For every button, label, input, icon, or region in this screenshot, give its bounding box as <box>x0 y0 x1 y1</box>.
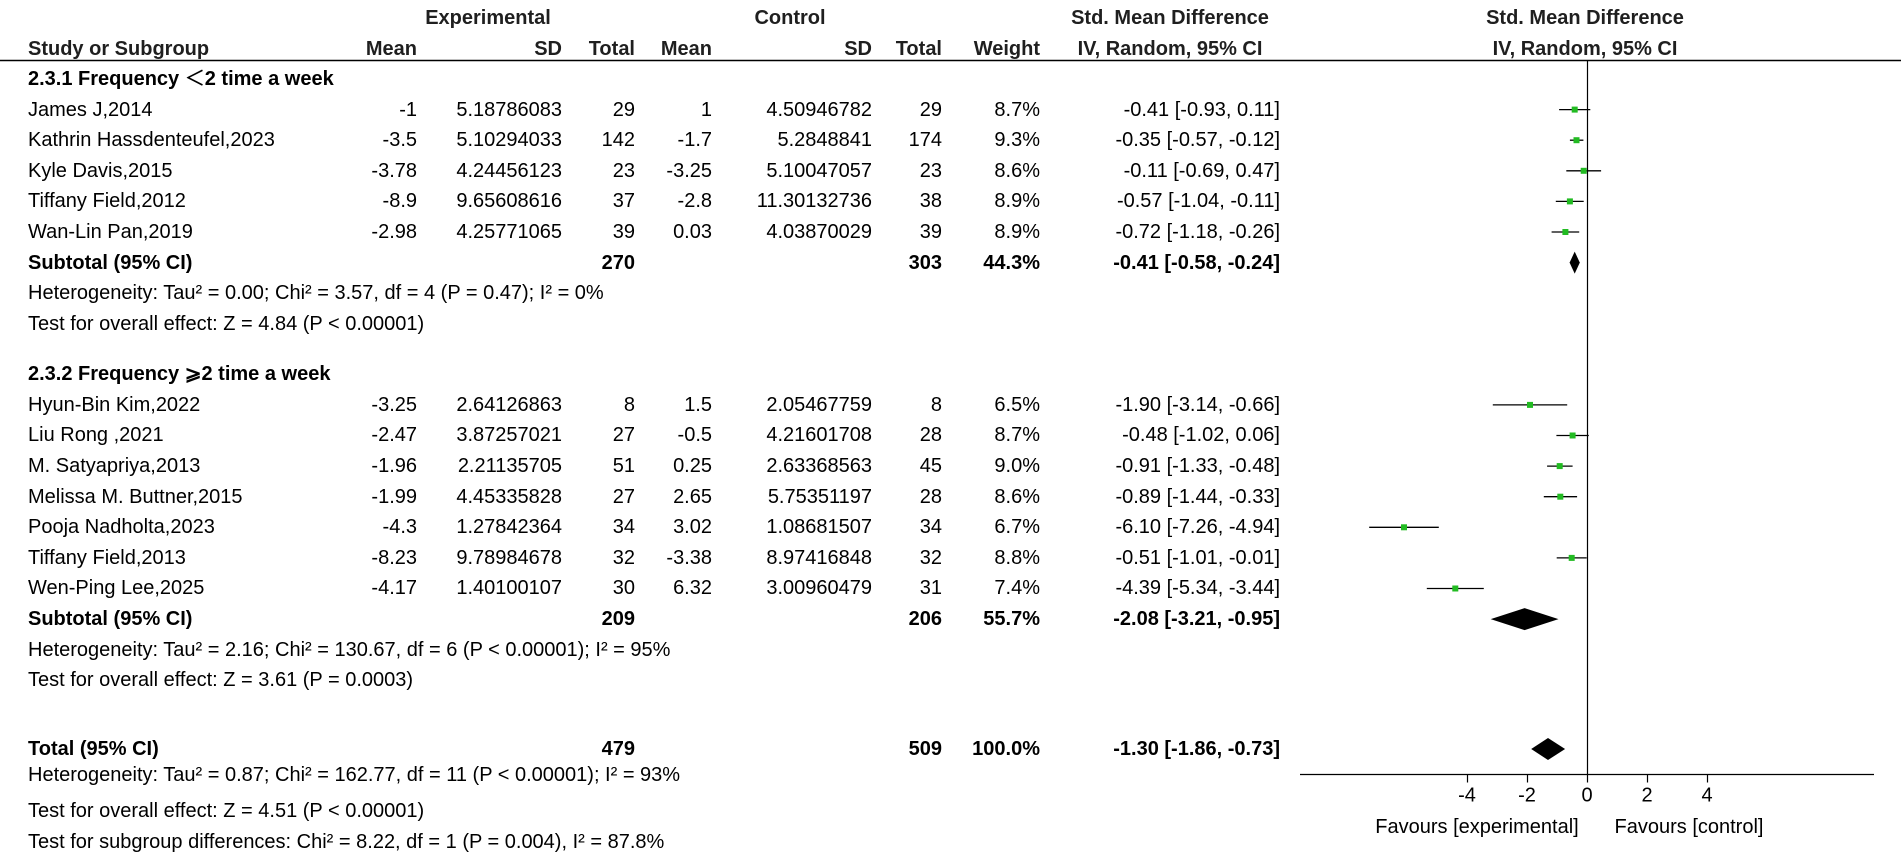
ctl-sd-cell: 11.30132736 <box>756 190 872 213</box>
study-name: M. Satyapriya,2013 <box>28 455 201 478</box>
ctl-mean-cell: -1.7 <box>677 129 712 152</box>
ctl-mean-cell: 1.5 <box>684 393 712 416</box>
study-name: Liu Rong ,2021 <box>28 424 164 447</box>
x-tick-label: 4 <box>1701 784 1713 807</box>
exp-sd-cell: 4.45335828 <box>456 485 562 508</box>
weight-cell: 8.9% <box>994 221 1040 243</box>
exp-mean-cell: -4.17 <box>371 577 417 600</box>
study-name: Melissa M. Buttner,2015 <box>28 485 243 508</box>
exp-sd-cell: 2.21135705 <box>457 455 562 478</box>
study-name: Kyle Davis,2015 <box>28 159 173 182</box>
exp-total-cell: 39 <box>612 221 635 243</box>
exp-sd-cell: 4.24456123 <box>456 159 562 182</box>
smd-ci-cell: -0.35 [-0.57, -0.12] <box>1115 129 1280 152</box>
exp-total-cell: 27 <box>612 485 635 508</box>
weight-cell: 7.4% <box>994 577 1040 600</box>
weight-cell: 8.7% <box>994 424 1040 447</box>
smd-ci-cell: -4.39 [-5.34, -3.44] <box>1115 577 1280 600</box>
ctl-sd-cell: 5.10047057 <box>766 159 872 182</box>
exp-mean-cell: -3.25 <box>371 393 417 416</box>
subgroup-title: 2.3.2 Frequency ⩾2 time a week <box>28 363 331 386</box>
ctl-total-cell: 174 <box>908 129 942 152</box>
ctl-sd-cell: 8.97416848 <box>766 546 872 569</box>
weight-cell: 8.6% <box>994 159 1040 182</box>
subtotal-label: Total (95% CI) <box>28 738 159 760</box>
study-point <box>1562 229 1568 235</box>
exp-mean-cell: -3.5 <box>382 129 417 152</box>
ctl-sd-cell: 1.08681507 <box>766 516 872 539</box>
smd-ci-cell: -0.91 [-1.33, -0.48] <box>1115 455 1280 478</box>
exp-total-cell: 23 <box>612 159 635 182</box>
study-name: Wen-Ping Lee,2025 <box>28 577 205 600</box>
smd-ci-cell: -1.90 [-3.14, -0.66] <box>1115 393 1280 416</box>
exp-total-cell: 51 <box>612 455 635 478</box>
study-name: Wan-Lin Pan,2019 <box>28 221 193 243</box>
exp-total-cell: 30 <box>612 577 635 600</box>
exp-mean-cell: -8.9 <box>382 190 417 213</box>
smd-ci-cell: -0.89 [-1.44, -0.33] <box>1115 485 1280 508</box>
ctl-total-cell: 32 <box>919 546 942 569</box>
study-point <box>1527 402 1533 408</box>
exp-total-cell: 8 <box>623 393 635 416</box>
ctl-total-sum: 509 <box>908 738 942 760</box>
ctl-sd-cell: 3.00960479 <box>766 577 872 600</box>
ctl-mean-cell: 0.25 <box>673 455 712 478</box>
exp-sd-cell: 5.10294033 <box>456 129 562 152</box>
col-exp-sd: SD <box>534 38 562 60</box>
ctl-mean-cell: -3.25 <box>666 159 712 182</box>
ctl-total-cell: 31 <box>919 577 942 600</box>
ctl-mean-cell: -3.38 <box>666 546 712 569</box>
favours-experimental-label: Favours [experimental] <box>1375 816 1579 838</box>
study-name: Tiffany Field,2012 <box>28 190 186 213</box>
smd-ci-cell: -6.10 [-7.26, -4.94] <box>1115 516 1280 539</box>
ctl-mean-cell: 0.03 <box>673 221 712 243</box>
col-ctl-mean: Mean <box>660 38 712 60</box>
experimental-group-header: Experimental <box>425 7 551 29</box>
weight-cell: 8.9% <box>994 190 1040 213</box>
weight-cell: 8.6% <box>994 485 1040 508</box>
col-weight: Weight <box>973 38 1040 60</box>
ctl-mean-cell: -2.8 <box>677 190 712 213</box>
exp-mean-cell: -3.78 <box>371 159 417 182</box>
summary-diamond <box>1491 608 1559 630</box>
study-name: Hyun-Bin Kim,2022 <box>28 393 201 416</box>
exp-sd-cell: 1.40100107 <box>456 577 562 600</box>
exp-total-cell: 27 <box>612 424 635 447</box>
exp-total-sum: 479 <box>601 738 635 760</box>
exp-total-sum: 270 <box>601 251 635 274</box>
ctl-total-cell: 23 <box>919 159 942 182</box>
study-point <box>1567 198 1573 204</box>
ctl-total-cell: 28 <box>919 485 942 508</box>
ctl-sd-cell: 2.63368563 <box>766 455 872 478</box>
study-name: Kathrin Hassdenteufel,2023 <box>28 129 275 152</box>
ctl-total-cell: 38 <box>919 190 942 213</box>
ctl-mean-cell: -0.5 <box>677 424 712 447</box>
exp-sd-cell: 4.25771065 <box>456 221 562 243</box>
study-point <box>1452 585 1458 591</box>
exp-total-sum: 209 <box>601 608 635 631</box>
weight-cell: 9.3% <box>994 129 1040 152</box>
exp-sd-cell: 9.78984678 <box>456 546 562 569</box>
exp-mean-cell: -1.99 <box>371 485 417 508</box>
smd-ci-sum: -2.08 [-3.21, -0.95] <box>1113 608 1280 631</box>
study-point <box>1569 555 1575 561</box>
subgroup-title: 2.3.1 Frequency ＜2 time a week <box>28 68 334 90</box>
ctl-sd-cell: 5.2848841 <box>777 129 872 152</box>
ctl-total-cell: 34 <box>919 516 942 539</box>
smd-ci-sum: -1.30 [-1.86, -0.73] <box>1113 738 1280 760</box>
smd-ci-cell: -0.41 [-0.93, 0.11] <box>1123 98 1280 121</box>
exp-total-cell: 142 <box>601 129 635 152</box>
x-tick-label: -4 <box>1458 784 1476 807</box>
x-tick-label: 2 <box>1641 784 1653 807</box>
exp-mean-cell: -1.96 <box>371 455 417 478</box>
smd-ci-cell: -0.72 [-1.18, -0.26] <box>1115 221 1280 243</box>
smd-ci-cell: -0.51 [-1.01, -0.01] <box>1115 546 1280 569</box>
smd-column-title: Std. Mean Difference <box>1071 7 1269 29</box>
x-tick-label: -2 <box>1518 784 1536 807</box>
study-name: Pooja Nadholta,2023 <box>28 516 215 539</box>
ctl-sd-cell: 5.75351197 <box>767 485 872 508</box>
weight-cell: 8.8% <box>994 546 1040 569</box>
ctl-total-cell: 28 <box>919 424 942 447</box>
ctl-sd-cell: 4.21601708 <box>766 424 872 447</box>
study-point <box>1557 494 1563 500</box>
control-group-header: Control <box>754 7 826 29</box>
col-exp-mean: Mean <box>365 38 417 60</box>
ctl-sd-cell: 4.50946782 <box>766 98 872 121</box>
summary-diamond <box>1531 738 1565 760</box>
study-point <box>1557 463 1563 469</box>
ctl-total-cell: 29 <box>919 98 942 121</box>
subgroup-differences-text: Test for subgroup differences: Chi² = 8.22, df = 1 (P = 0.004), I² = 87.8% <box>28 831 665 853</box>
exp-sd-cell: 2.64126863 <box>456 393 562 416</box>
exp-sd-cell: 5.18786083 <box>456 98 562 121</box>
ctl-mean-cell: 1 <box>700 98 712 121</box>
exp-mean-cell: -1 <box>399 98 417 121</box>
weight-cell: 9.0% <box>994 455 1040 478</box>
col-exp-total: Total <box>588 38 635 60</box>
x-tick-label: 0 <box>1581 784 1593 807</box>
study-point <box>1572 107 1578 113</box>
exp-total-cell: 32 <box>612 546 635 569</box>
exp-sd-cell: 1.27842364 <box>456 516 562 539</box>
subtotal-label: Subtotal (95% CI) <box>28 251 193 274</box>
exp-total-cell: 34 <box>612 516 635 539</box>
ctl-total-sum: 206 <box>908 608 942 631</box>
exp-mean-cell: -4.3 <box>382 516 417 539</box>
weight-sum: 44.3% <box>983 251 1040 274</box>
study-name: Tiffany Field,2013 <box>28 546 186 569</box>
exp-total-cell: 29 <box>612 98 635 121</box>
summary-diamond <box>1570 252 1580 274</box>
total-heterogeneity-text: Heterogeneity: Tau² = 0.87; Chi² = 162.77, df = 11 (P < 0.00001); I² = 93% <box>28 764 681 786</box>
smd-ci-cell: -0.48 [-1.02, 0.06] <box>1122 424 1280 447</box>
study-point <box>1401 524 1407 530</box>
col-ctl-sd: SD <box>844 38 872 60</box>
ctl-sd-cell: 4.03870029 <box>766 221 872 243</box>
ctl-total-cell: 39 <box>919 221 942 243</box>
ctl-total-cell: 45 <box>919 455 942 478</box>
exp-mean-cell: -8.23 <box>371 546 417 569</box>
weight-cell: 8.7% <box>994 98 1040 121</box>
exp-sd-cell: 3.87257021 <box>456 424 562 447</box>
heterogeneity-text: Heterogeneity: Tau² = 2.16; Chi² = 130.67, df = 6 (P < 0.00001); I² = 95% <box>28 638 671 661</box>
exp-sd-cell: 9.65608616 <box>456 190 562 213</box>
study-point <box>1570 432 1576 438</box>
col-ctl-total: Total <box>895 38 942 60</box>
subtotal-label: Subtotal (95% CI) <box>28 608 193 631</box>
total-overall-text: Test for overall effect: Z = 4.51 (P < 0.00001) <box>28 800 425 822</box>
smd-column-method: IV, Random, 95% CI <box>1077 38 1263 60</box>
exp-mean-cell: -2.47 <box>371 424 417 447</box>
weight-sum: 55.7% <box>983 608 1040 631</box>
plot-method: IV, Random, 95% CI <box>1492 38 1678 60</box>
overall-effect-text: Test for overall effect: Z = 4.84 (P < 0.00001) <box>28 312 425 335</box>
ctl-total-cell: 8 <box>930 393 942 416</box>
exp-mean-cell: -2.98 <box>371 221 417 243</box>
ctl-mean-cell: 6.32 <box>673 577 712 600</box>
smd-ci-cell: -0.57 [-1.04, -0.11] <box>1116 190 1280 213</box>
smd-ci-cell: -0.11 [-0.69, 0.47] <box>1123 159 1280 182</box>
col-study: Study or Subgroup <box>28 38 210 60</box>
study-point <box>1574 137 1580 143</box>
ctl-mean-cell: 3.02 <box>673 516 712 539</box>
plot-title: Std. Mean Difference <box>1486 7 1684 29</box>
heterogeneity-text: Heterogeneity: Tau² = 0.00; Chi² = 3.57, df = 4 (P = 0.47); I² = 0% <box>28 282 604 305</box>
ctl-sd-cell: 2.05467759 <box>766 393 872 416</box>
overall-effect-text: Test for overall effect: Z = 3.61 (P = 0.0003) <box>28 669 414 692</box>
exp-total-cell: 37 <box>612 190 635 213</box>
smd-ci-sum: -0.41 [-0.58, -0.24] <box>1113 251 1280 274</box>
weight-cell: 6.5% <box>994 393 1040 416</box>
study-name: James J,2014 <box>28 98 153 121</box>
ctl-mean-cell: 2.65 <box>673 485 712 508</box>
ctl-total-sum: 303 <box>908 251 942 274</box>
study-point <box>1581 168 1587 174</box>
weight-sum: 100.0% <box>972 738 1040 760</box>
weight-cell: 6.7% <box>994 516 1040 539</box>
favours-control-label: Favours [control] <box>1614 816 1764 838</box>
